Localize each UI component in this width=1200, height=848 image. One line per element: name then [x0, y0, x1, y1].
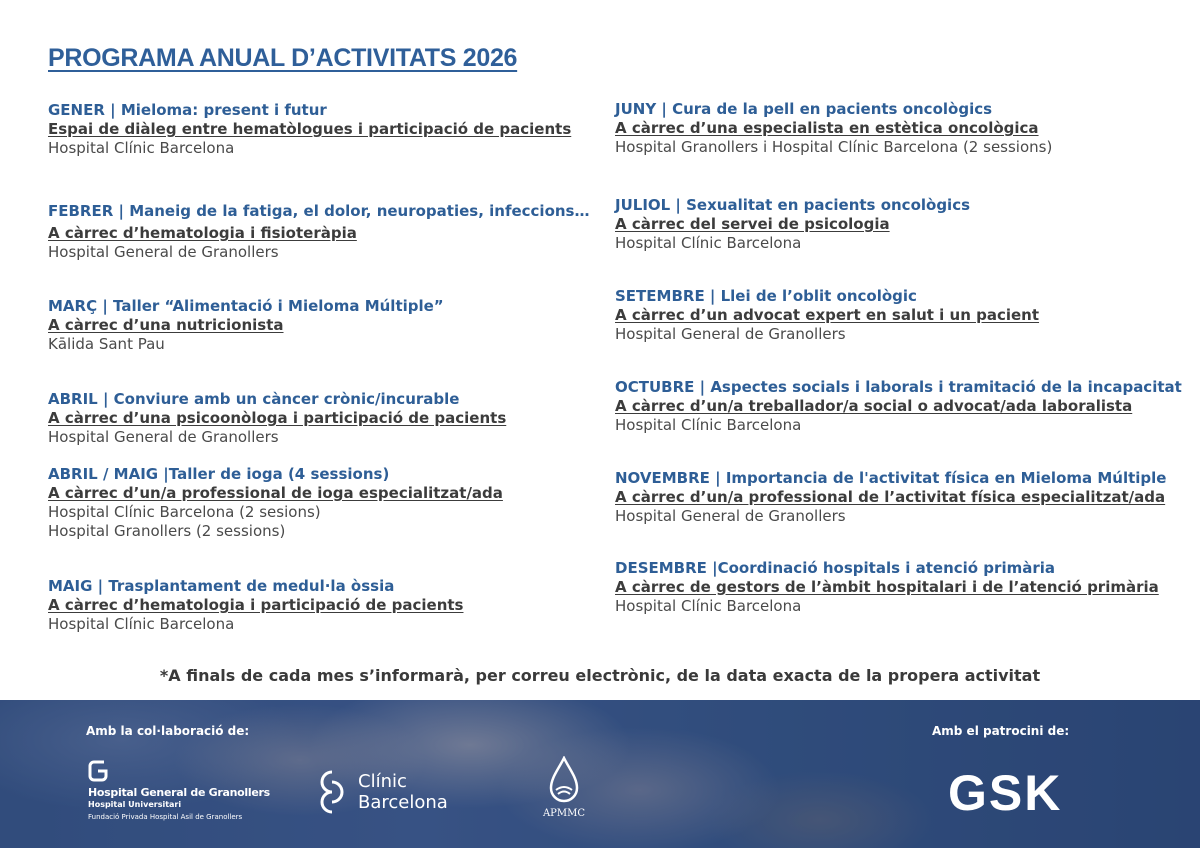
event-heading: ABRIL / MAIG |Taller de ioga (4 sessions)	[48, 465, 390, 483]
event-maig	[48, 577, 463, 634]
clinic-mark-icon	[310, 768, 354, 816]
event-febrer	[48, 202, 589, 262]
event-heading: ABRIL | Conviure amb un càncer crònic/incurable	[48, 390, 460, 408]
event-abril	[48, 390, 506, 447]
hgg-name: Hospital General de Granollers	[88, 786, 270, 799]
sponsor-label: Amb el patrocini de:	[932, 724, 1070, 738]
event-responsible: A càrrec d’hematologia i fisioteràpia	[48, 224, 357, 242]
event-responsible: Espai de diàleg entre hematòlogues i participació de pacients	[48, 120, 572, 138]
event-place: Hospital Clínic Barcelona	[615, 416, 802, 434]
event-responsible: A càrrec d’una nutricionista	[48, 316, 284, 334]
event-responsible: A càrrec d’una psicoonòloga i participació de pacients	[48, 409, 507, 427]
page-title: PROGRAMA ANUAL D’ACTIVITATS 2026	[48, 44, 518, 72]
event-responsible: A càrrec d’un/a professional de ioga especialitzat/ada	[48, 484, 503, 502]
event-abril-maig	[48, 465, 503, 541]
event-responsible: A càrrec d’un/a professional de l’activitat física especialitzat/ada	[615, 488, 1166, 506]
event-place: Hospital General de Granollers	[615, 325, 846, 343]
drop-hands-icon	[548, 756, 580, 804]
event-responsible: A càrrec d’una especialista en estètica oncològica	[615, 119, 1039, 137]
event-octubre	[615, 378, 1182, 435]
event-heading: FEBRER | Maneig de la fatiga, el dolor, neuropaties, infeccions…	[48, 202, 590, 220]
event-place: Hospital General de Granollers	[615, 507, 846, 525]
event-desembre	[615, 559, 1159, 616]
event-responsible: A càrrec de gestors de l’àmbit hospitalari i de l’atenció primària	[615, 578, 1159, 596]
event-heading: DESEMBRE |Coordinació hospitals i atenció primària	[615, 559, 1055, 577]
event-place: Hospital General de Granollers	[48, 428, 279, 446]
event-responsible: A càrrec d’hematologia i participació de pacients	[48, 596, 464, 614]
event-juliol	[615, 196, 970, 253]
clinic-name: Clínic	[358, 771, 407, 792]
event-heading: MARÇ | Taller “Alimentació i Mieloma Múltiple”	[48, 297, 444, 315]
hospital-granollers-logo	[86, 756, 270, 826]
event-place: Hospital General de Granollers	[48, 243, 279, 261]
event-heading: GENER | Mieloma: present i futur	[48, 101, 327, 119]
event-heading: JULIOL | Sexualitat en pacients oncològics	[615, 196, 971, 214]
event-heading: NOVEMBRE | Importancia de l'activitat física en Mieloma Múltiple	[615, 469, 1167, 487]
event-responsible: A càrrec d’un advocat expert en salut i un pacient	[615, 306, 1040, 324]
event-place: Hospital Clínic Barcelona (2 sesions)	[48, 503, 321, 521]
granollers-mark-icon	[88, 758, 108, 784]
collaboration-label: Amb la col·laboració de:	[86, 724, 250, 738]
event-novembre	[615, 469, 1166, 526]
event-responsible: A càrrec del servei de psicologia	[615, 215, 890, 233]
event-place: Hospital Granollers i Hospital Clínic Barcelona (2 sessions)	[615, 138, 1053, 156]
event-heading: JUNY | Cura de la pell en pacients oncològics	[615, 100, 993, 118]
footnote: *A finals de cada mes s’informarà, per correu electrònic, de la data exacta de la propera activitat	[159, 666, 1041, 685]
event-place: Hospital Clínic Barcelona	[615, 597, 802, 615]
hgg-foundation: Fundació Privada Hospital Asil de Granollers	[88, 813, 243, 821]
event-responsible: A càrrec d’un/a treballador/a social o advocat/ada laboralista	[615, 397, 1133, 415]
event-juny	[615, 100, 1052, 157]
event-heading: MAIG | Trasplantament de medul·la òssia	[48, 577, 395, 595]
event-place: Hospital Granollers (2 sessions)	[48, 522, 286, 540]
hgg-subtitle: Hospital Universitari	[88, 800, 182, 809]
gsk-wordmark: GSK	[948, 766, 1063, 818]
event-place: Hospital Clínic Barcelona	[48, 139, 235, 157]
footer-banner	[0, 700, 1200, 848]
event-heading: SETEMBRE | Llei de l’oblit oncològic	[615, 287, 917, 305]
event-setembre	[615, 287, 1039, 344]
event-place: Hospital Clínic Barcelona	[615, 234, 802, 252]
event-heading: OCTUBRE | Aspectes socials i laborals i tramitació de la incapacitat	[615, 378, 1182, 396]
event-marc	[48, 297, 444, 354]
clinic-barcelona-logo	[310, 768, 460, 820]
apmmc-logo	[532, 756, 596, 836]
apmmc-name: APMMC	[542, 808, 586, 819]
gsk-logo	[948, 766, 1088, 818]
clinic-city: Barcelona	[358, 792, 448, 813]
event-place: Kālida Sant Pau	[48, 335, 165, 353]
event-gener	[48, 101, 571, 158]
event-place: Hospital Clínic Barcelona	[48, 615, 235, 633]
